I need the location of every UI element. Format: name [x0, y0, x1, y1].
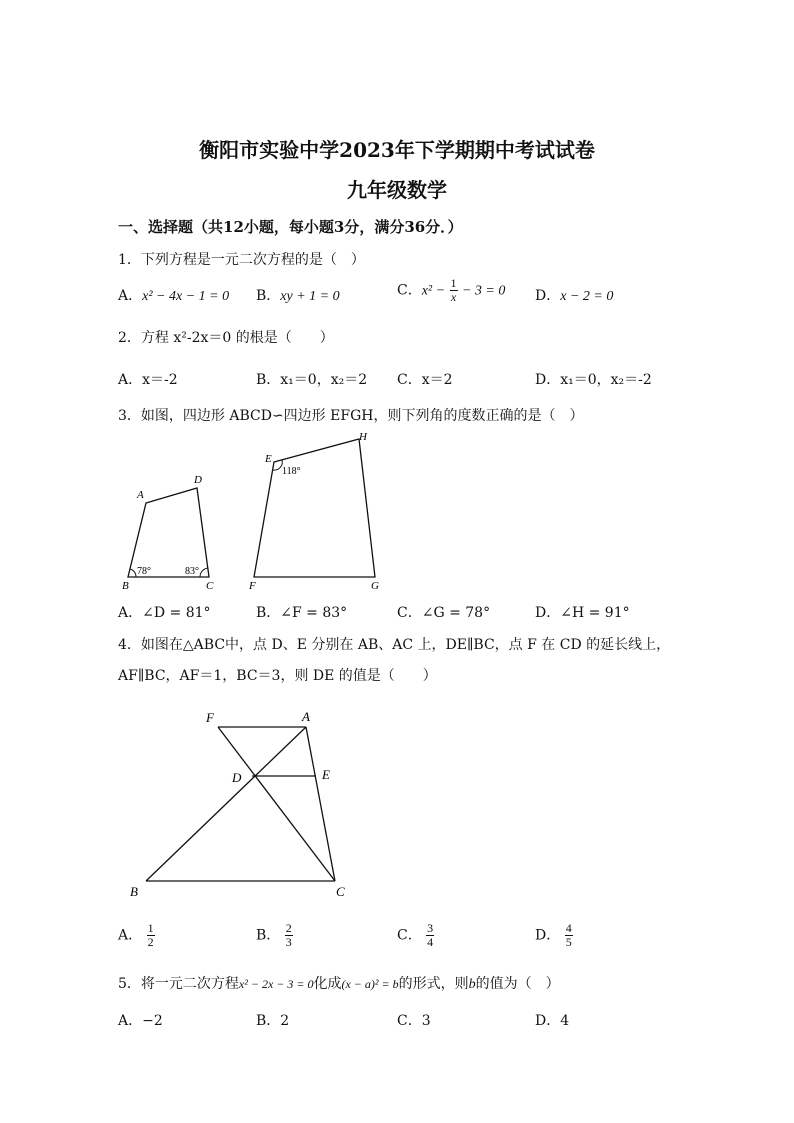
- stem-equation: (x − a)² = b: [341, 977, 399, 991]
- angle-c-label: 83°: [185, 566, 199, 577]
- q4-option-c[interactable]: [397, 922, 434, 949]
- angle-e-label: 118°: [282, 466, 301, 477]
- fraction-numerator: 3: [427, 921, 434, 935]
- fraction-numerator: 1: [147, 921, 154, 935]
- label-g: G: [371, 580, 379, 592]
- fraction: [285, 922, 293, 949]
- question-4-stem-line1: 4．如图在△ABC中，点 D、E 分别在 AB、AC 上，DE∥BC，点 F 在 CD 的延长线上，: [118, 637, 671, 653]
- label-b: B: [130, 884, 138, 899]
- q5-option-d[interactable]: D．4: [535, 1013, 570, 1029]
- label-f: F: [206, 710, 214, 725]
- label-e: E: [322, 767, 330, 782]
- q2-option-a[interactable]: A．x＝-2: [118, 372, 178, 388]
- angle-b-label: 78°: [137, 566, 151, 577]
- option-math: x² − 4x − 1 = 0: [142, 289, 230, 304]
- stem-text: 化成: [313, 976, 342, 992]
- option-label: A．: [118, 927, 143, 944]
- q4-option-d[interactable]: [535, 922, 573, 949]
- q3-option-a[interactable]: A．∠D = 81°: [118, 605, 211, 621]
- fraction: [426, 922, 434, 949]
- q5-option-b[interactable]: B．2: [256, 1013, 290, 1029]
- fraction-numerator: 1: [450, 276, 457, 290]
- q2-option-d[interactable]: D．x₁＝0，x₂＝-2: [535, 372, 652, 388]
- stem-text: 5．将一元二次方程: [118, 976, 239, 992]
- segment-ba: [146, 727, 306, 881]
- exam-subtitle: 九年级数学: [347, 178, 447, 202]
- question-1-stem: 1．下列方程是一元二次方程的是（ ）: [118, 252, 365, 268]
- fraction: [147, 922, 155, 949]
- quadrilaterals-figure: [110, 425, 400, 595]
- option-label: D．: [535, 927, 561, 944]
- option-label: D．: [535, 288, 561, 304]
- fraction-denominator: x: [450, 290, 457, 304]
- q3-option-d[interactable]: D．∠H = 91°: [535, 605, 630, 621]
- question-5-stem: [118, 973, 560, 993]
- label-a: A: [137, 489, 144, 501]
- label-c: C: [206, 580, 214, 592]
- label-h: H: [359, 431, 367, 443]
- fraction-denominator: 5: [565, 935, 572, 949]
- question-3-stem: 3．如图，四边形 ABCD∽四边形 EFGH，则下列角的度数正确的是（ ）: [118, 408, 584, 424]
- stem-text: 的形式，则: [398, 976, 469, 992]
- fraction-numerator: 2: [285, 921, 292, 935]
- option-math: x − 2 = 0: [560, 289, 614, 304]
- q3-option-c[interactable]: C．∠G = 78°: [397, 605, 491, 621]
- stem-equation: x² − 2x − 3 = 0: [238, 977, 314, 991]
- fraction: [450, 277, 458, 304]
- q2-option-c[interactable]: C．x＝2: [397, 372, 453, 388]
- option-math-pre: x² −: [421, 283, 446, 299]
- q1-option-c[interactable]: [397, 277, 505, 304]
- question-4-stem-line2: AF∥BC，AF＝1，BC＝3，则 DE 的值是（ ）: [118, 668, 437, 684]
- q2-option-b[interactable]: B．x₁＝0，x₂＝2: [256, 372, 368, 388]
- fraction: [565, 922, 573, 949]
- q1-option-b[interactable]: [256, 285, 340, 305]
- label-c: C: [336, 884, 345, 899]
- label-b: B: [122, 580, 129, 592]
- fraction-denominator: 2: [147, 935, 154, 949]
- label-a: A: [302, 709, 310, 724]
- option-label: C．: [397, 282, 422, 299]
- angle-b-arc: [130, 569, 136, 577]
- q4-option-b[interactable]: [256, 922, 293, 949]
- label-e: E: [265, 453, 272, 465]
- exam-title: 衡阳市实验中学2023年下学期期中考试试卷: [199, 138, 595, 162]
- segment-ac: [306, 727, 335, 881]
- fraction-denominator: 3: [285, 935, 292, 949]
- q3-option-b[interactable]: B．∠F = 83°: [256, 605, 348, 621]
- quadrilateral-efgh: [254, 439, 375, 577]
- angle-c-arc: [200, 568, 208, 577]
- fraction-numerator: 4: [565, 921, 572, 935]
- option-label: C．: [397, 927, 422, 944]
- q1-option-d[interactable]: [535, 285, 613, 305]
- label-f: F: [249, 580, 256, 592]
- q1-option-a[interactable]: [118, 285, 229, 305]
- option-label: B．: [256, 288, 281, 304]
- section-heading: 一、选择题（共12小题，每小题3分，满分36分．）: [118, 218, 463, 236]
- question-2-stem: 2．方程 x²-2x＝0 的根是（ ）: [118, 330, 334, 346]
- label-d: D: [232, 770, 242, 785]
- fraction-denominator: 4: [427, 935, 434, 949]
- q5-option-a[interactable]: A．−2: [118, 1013, 163, 1029]
- label-d: D: [194, 474, 202, 486]
- q5-option-c[interactable]: C．3: [397, 1013, 431, 1029]
- stem-variable: b: [468, 977, 476, 992]
- option-math-post: − 3 = 0: [461, 283, 506, 299]
- q4-option-a[interactable]: [118, 922, 155, 949]
- option-label: A．: [118, 288, 143, 304]
- segment-fc: [218, 727, 335, 881]
- stem-text: 的值为（ ）: [475, 976, 560, 992]
- option-label: B．: [256, 927, 281, 944]
- quadrilateral-abcd: [128, 488, 209, 577]
- triangle-figure: [120, 700, 360, 900]
- option-math: xy + 1 = 0: [280, 289, 340, 304]
